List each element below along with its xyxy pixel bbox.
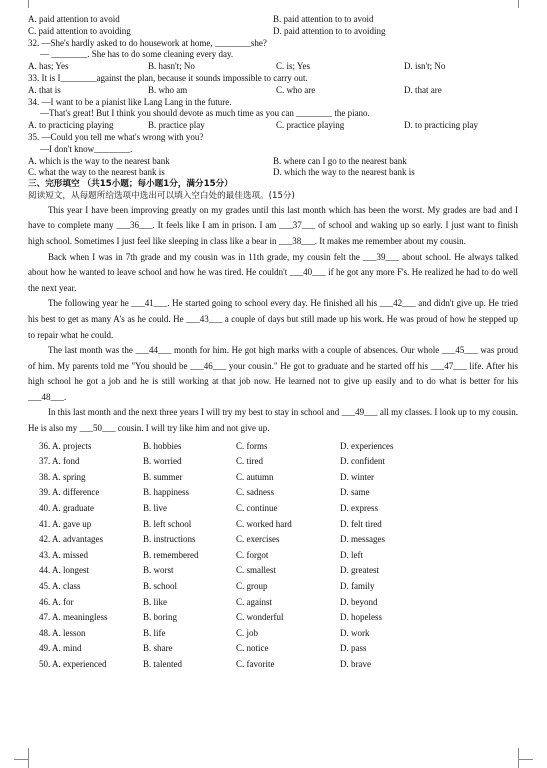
option-c: C. sadness	[236, 487, 274, 498]
option-a: 49. A. mind	[39, 643, 82, 654]
q34-option-a: A. to practicing playing	[28, 120, 114, 131]
option-row-49	[39, 641, 518, 657]
option-row-47	[39, 610, 518, 626]
crop-mark-bottom-left-vertical	[28, 748, 29, 768]
option-c: C. wonderful	[236, 612, 284, 623]
q32-option-a: A. has; Yes	[28, 61, 69, 72]
q32-response: — ________. She has to do some cleaning every day.	[40, 49, 234, 60]
option-a: 37. A. fond	[39, 456, 80, 467]
cloze-options	[28, 439, 518, 673]
option-b: B. left school	[143, 518, 192, 529]
q34-options	[28, 120, 518, 132]
option-b: B. talented	[143, 658, 182, 669]
q34-stem: 34. —I want to be a pianist like Lang Lang in the future.	[28, 96, 232, 107]
option-d: D. family	[340, 581, 375, 591]
option-d: D. pass	[340, 643, 367, 654]
option-a: 50. A. experienced	[39, 658, 107, 669]
q33-option-d: D. that are	[404, 84, 442, 95]
option-a: 46. A. for	[39, 596, 74, 607]
crop-mark-top-left	[14, 0, 29, 8]
option-d: D. greatest	[340, 565, 379, 576]
option-a: 42. A. advantages	[39, 534, 103, 545]
option-a: 40. A. graduate	[39, 503, 94, 514]
q33-option-c: C. who are	[276, 84, 316, 95]
passage-paragraph: The last month was the ___44___ month for him. He got high marks with a couple of absences. Our whole ___45___ was proud of him. My parents told me "You should be ___46___ your cousin." He got to graduate and he started off his ___47___ life. After his high school he got a job and he is still working at that job now. He learned not to give up easily and to do what is better for his ___48___.	[28, 345, 518, 402]
option-row-44	[39, 563, 518, 579]
option-b: B. hobbies	[143, 440, 182, 451]
option-row-40	[39, 501, 518, 517]
option-b: B. worried	[143, 456, 182, 467]
option-c: C. continue	[236, 503, 278, 514]
crop-mark-bottom-right-vertical	[518, 748, 519, 768]
q31-option-b: B. paid attention to to avoid	[273, 14, 374, 24]
q34-option-b: B. practice play	[148, 120, 205, 131]
option-row-38	[39, 470, 518, 486]
crop-mark-bottom-right	[519, 759, 533, 760]
option-d: D. winter	[340, 471, 374, 482]
crop-mark-top-right	[518, 0, 533, 8]
option-d: D. messages	[340, 534, 385, 545]
option-c: C. forgot	[236, 549, 269, 560]
option-d: D. hopeless	[340, 612, 382, 623]
q33-option-b: B. who am	[148, 84, 188, 95]
q32-option-c: C. is; Yes	[276, 61, 311, 72]
option-c: C. worked hard	[236, 518, 292, 529]
option-d: D. felt tired	[340, 518, 382, 529]
option-d: D. beyond	[340, 596, 378, 607]
option-row-39	[39, 485, 518, 501]
q33-option-a: A. that is	[28, 84, 61, 95]
option-c: C. tired	[236, 456, 263, 467]
q34-option-d: D. to practicing play	[404, 120, 478, 131]
option-d: D. express	[340, 503, 378, 514]
option-a: 45. A. class	[39, 581, 81, 591]
q31-options-row-1	[28, 14, 518, 26]
passage-paragraph: The following year he ___41___. He started going to school every day. He finished all his ___42___ and didn't give up. He tried his best to get as many A's as he could. He ___43___ a couple of days but still made up his work. He was proud of how he stepped up to repair what he could.	[28, 298, 518, 340]
option-a: 44. A. longest	[39, 565, 90, 576]
cloze-passage	[28, 203, 518, 437]
q31-option-c: C. paid attention to avoiding	[28, 25, 131, 36]
option-c: C. notice	[236, 643, 269, 654]
option-b: B. boring	[143, 612, 178, 623]
q34-response: —That's great! But I think you should devote as much time as you can ________ the piano.	[40, 108, 370, 119]
option-row-48	[39, 626, 518, 642]
section-title: 三、完形填空 （共15小题；每小题1分，满分15分）	[28, 179, 233, 190]
option-row-50	[39, 657, 518, 673]
option-a: 38. A. spring	[39, 471, 86, 482]
option-b: B. instructions	[143, 534, 196, 545]
passage-paragraph: In this last month and the next three years I will try my best to stay in school and ___49___ all my classes. I look up to my cousin. He is also my ___50___ cousin. I will try like him and not give up.	[28, 407, 518, 434]
q35-option-b: B. where can I go to the nearest bank	[273, 155, 407, 166]
option-b: B. life	[143, 627, 166, 638]
q35-option-d: D. which the way to the nearest bank is	[273, 167, 415, 178]
section-instruction: 阅读短文，从每题所给选项中选出可以填入空白处的最佳选项。(15分)	[28, 190, 295, 201]
q35-stem: 35. —Could you tell me what's wrong with you?	[28, 131, 204, 142]
option-a: 41. A. gave up	[39, 518, 92, 529]
option-d: D. same	[340, 487, 370, 498]
q34-option-c: C. practice playing	[276, 120, 345, 131]
option-c: C. favorite	[236, 658, 275, 669]
option-c: C. group	[236, 581, 268, 591]
option-d: D. confident	[340, 456, 385, 467]
option-a: 39. A. difference	[39, 487, 100, 498]
option-c: C. exercises	[236, 534, 280, 545]
passage-paragraph: This year I have been improving greatly on my grades until this last month which has been the worst. My grades are bad and I have to complete many ___36___. It feels like I am in prison. I am ___37___ of school and waking up so early. I just want to finish high school. Sometimes I just feel like sleeping in class like a bear in ___38___. It makes me remember about my cousin.	[28, 204, 518, 246]
q35-option-a: A. which is the way to the nearest bank	[28, 155, 170, 166]
exam-page	[28, 14, 518, 673]
option-b: B. share	[143, 643, 173, 654]
q32-options	[28, 61, 518, 73]
option-d: D. brave	[340, 658, 371, 669]
option-row-42	[39, 532, 518, 548]
option-b: B. school	[143, 581, 178, 591]
option-row-37	[39, 454, 518, 470]
q35-response: —I don't know________.	[40, 143, 133, 154]
option-row-45	[39, 579, 518, 595]
option-a: 47. A. meaningless	[39, 612, 108, 623]
q35-options-row-1	[28, 156, 518, 168]
q31-option-d: D. paid attention to to avoiding	[273, 25, 386, 36]
q33-options	[28, 85, 518, 97]
q33-stem: 33. It is I________against the plan, because it sounds impossible to carry out.	[28, 72, 308, 83]
option-c: C. job	[236, 627, 259, 638]
option-c: C. forms	[236, 440, 268, 451]
option-b: B. happiness	[143, 487, 189, 498]
option-c: C. smallest	[236, 565, 276, 576]
option-row-41	[39, 517, 518, 533]
option-a: 43. A. missed	[39, 549, 89, 560]
option-b: B. remembered	[143, 549, 199, 560]
crop-mark-bottom-left	[14, 759, 28, 760]
option-b: B. worst	[143, 565, 174, 576]
option-row-36	[39, 439, 518, 455]
passage-paragraph: Back when I was in 7th grade and my cousin was in 11th grade, my cousin felt the ___39___ about school. He always talked about how he wanted to leave school and how he was tired. He couldn't ___40___ if he got any more F's. He realized he had to do well the next year.	[28, 251, 518, 293]
option-b: B. live	[143, 503, 167, 514]
option-d: D. experiences	[340, 440, 394, 451]
option-c: C. autumn	[236, 471, 274, 482]
option-b: B. like	[143, 596, 167, 607]
option-b: B. summer	[143, 471, 183, 482]
option-d: D. left	[340, 549, 363, 560]
option-c: C. against	[236, 596, 272, 607]
option-row-43	[39, 548, 518, 564]
q31-options-row-2	[28, 26, 518, 38]
option-a: 48. A. lesson	[39, 627, 86, 638]
option-a: 36. A. projects	[39, 440, 92, 451]
q35-options-row-2	[28, 167, 518, 179]
q35-option-c: C. what the way to the nearest bank is	[28, 167, 165, 178]
q32-option-b: B. hasn't; No	[148, 61, 195, 72]
option-row-46	[39, 595, 518, 611]
q31-option-a: A. paid attention to avoid	[28, 14, 120, 24]
option-d: D. work	[340, 627, 370, 638]
q32-option-d: D. isn't; No	[404, 61, 446, 72]
q32-stem: 32. —She's hardly asked to do housework at home, ________she?	[28, 37, 267, 48]
